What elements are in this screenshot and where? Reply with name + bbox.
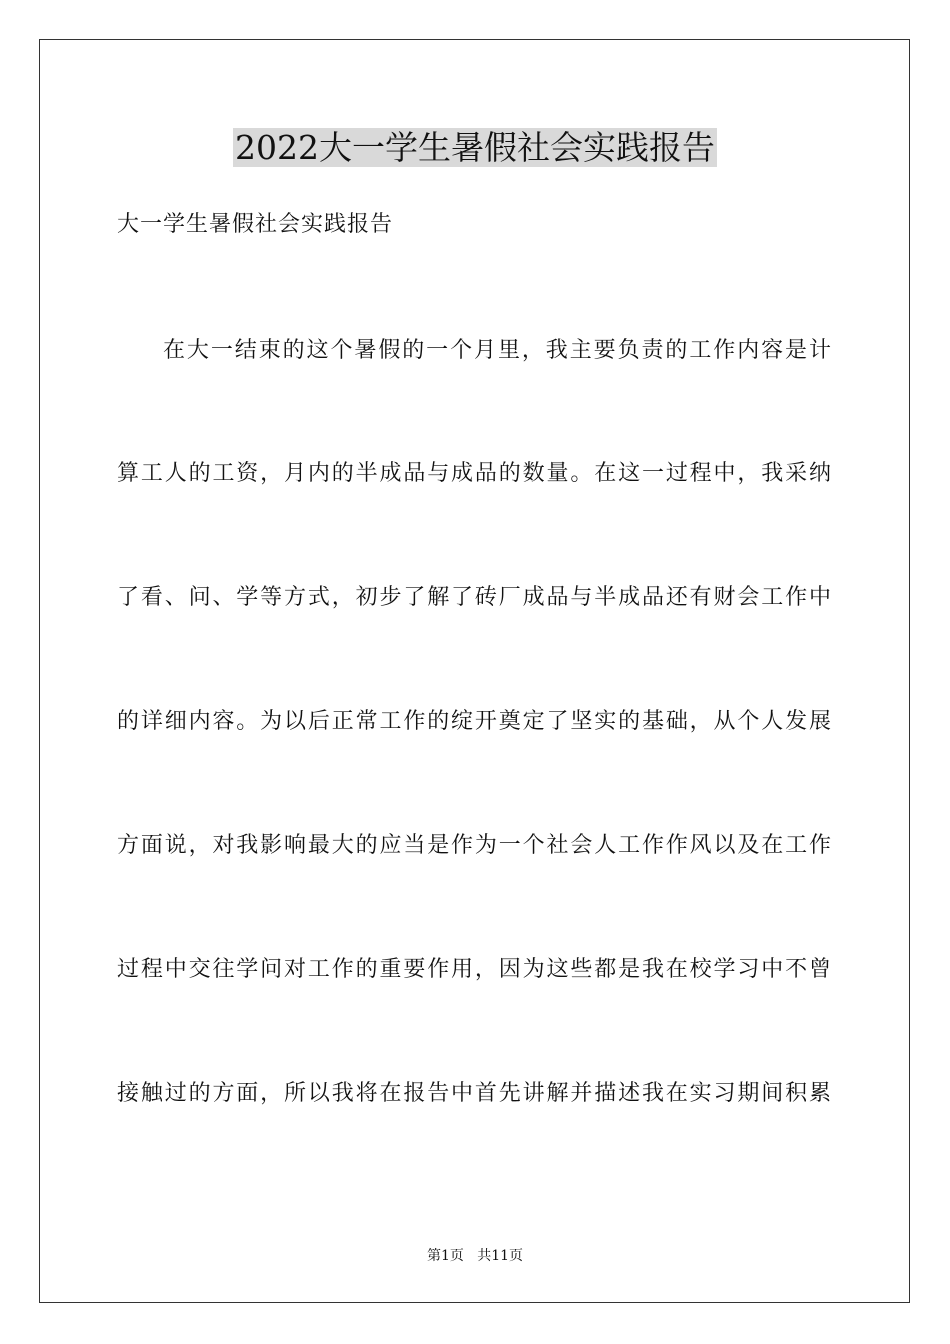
paragraph-line-1: 在大一结束的这个暑假的一个月里，我主要负责的工作内容是计 (163, 338, 831, 363)
document-title (0, 128, 950, 168)
paragraph-line-7: 接触过的方面，所以我将在报告中首先讲解并描述我在实习期间积累 (117, 1081, 831, 1106)
paragraph-line-6: 过程中交往学问对工作的重要作用，因为这些都是我在校学习中不曾 (117, 957, 831, 982)
paragraph-line-5: 方面说，对我影响最大的应当是作为一个社会人工作作风以及在工作 (117, 833, 831, 858)
page-footer: 第1页 共11页 (426, 1248, 524, 1264)
document-title-text: 2022大一学生暑假社会实践报告 (235, 128, 715, 167)
paragraph-line-3: 了看、问、学等方式，初步了解了砖厂成品与半成品还有财会工作中 (117, 585, 831, 610)
paragraph-line-4: 的详细内容。为以后正常工作的绽开奠定了坚实的基础，从个人发展 (117, 709, 831, 734)
document-subtitle: 大一学生暑假社会实践报告 (117, 212, 394, 237)
paragraph-line-2: 算工人的工资，月内的半成品与成品的数量。在这一过程中，我采纳 (117, 461, 831, 486)
